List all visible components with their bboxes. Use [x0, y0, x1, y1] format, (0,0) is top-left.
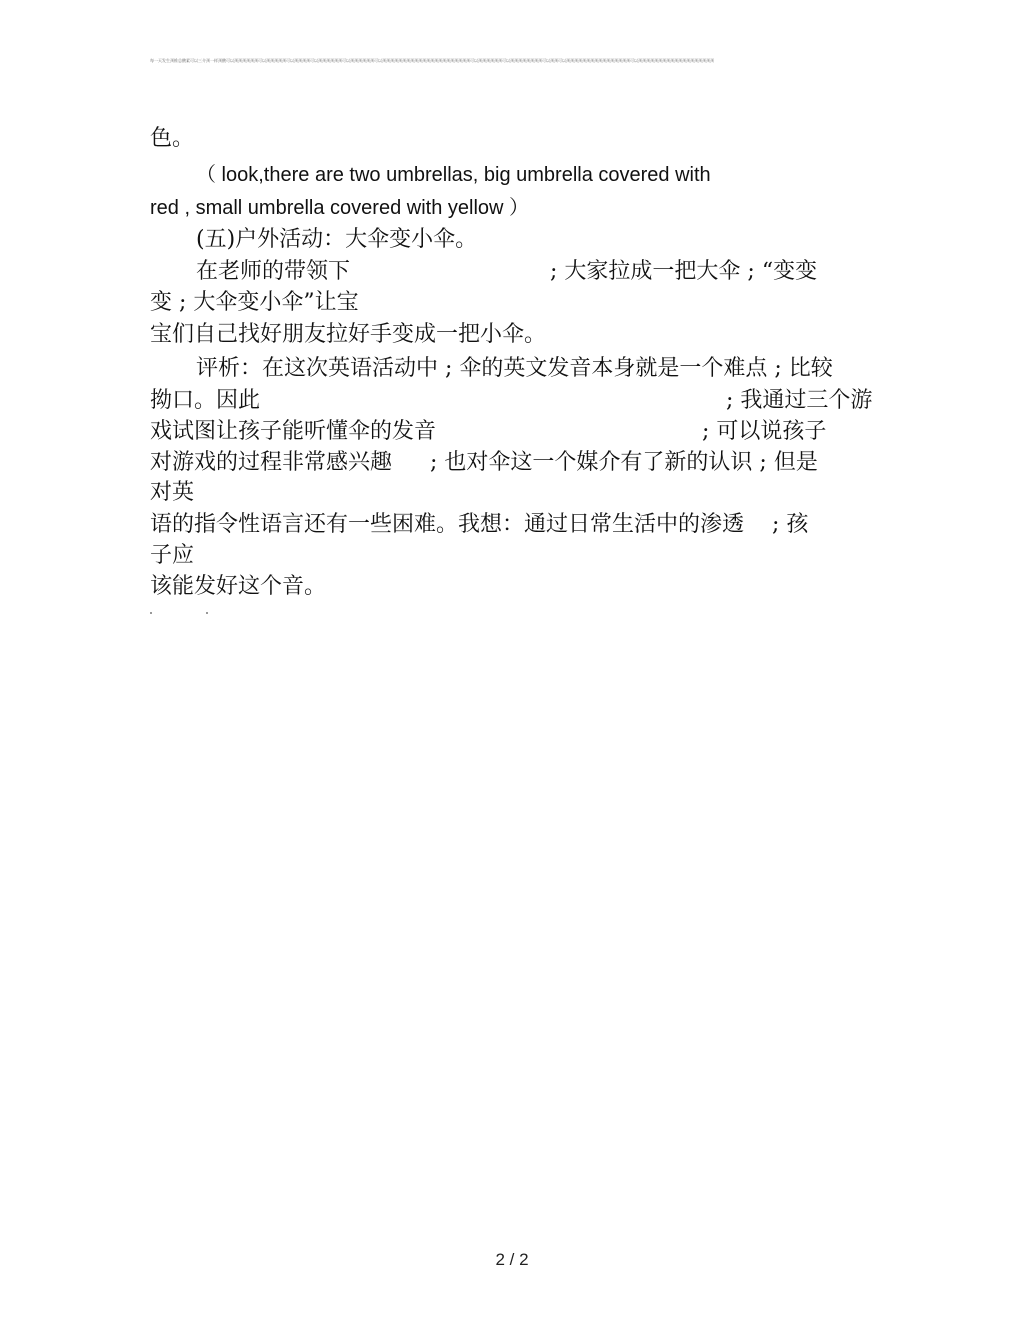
text-line-6: 变 ; 大伞变小伞”让宝: [150, 290, 359, 315]
text-line-14: 子应: [150, 543, 195, 568]
text-line-11a: 对游戏的过程非常感兴趣: [150, 450, 393, 475]
text-line-1: 色。: [150, 126, 195, 151]
text-line-5a: 在老师的带领下: [196, 259, 351, 284]
text-line-7: 宝们自己找好朋友拉好手变成一把小伞。: [150, 322, 547, 347]
text-line-13b: ; 孩: [772, 512, 809, 537]
page-number: 2 / 2: [495, 1250, 529, 1269]
text-line-9a: 拗口。因此: [150, 388, 261, 413]
text-line-10b: ; 可以说孩子: [702, 419, 827, 444]
text-line-5: [196, 257, 817, 287]
text-line-13: [150, 510, 808, 540]
text-line-5b: ; 大家拉成一把大伞 ; “变变: [550, 259, 818, 284]
text-line-9: [150, 386, 872, 416]
text-line-15: 该能发好这个音。: [150, 574, 327, 599]
text-line-3: red , small umbrella covered with yellow ）: [150, 197, 530, 219]
text-line-11: [150, 448, 818, 478]
stray-mark: [150, 612, 210, 614]
text-line-2: （ look,there are two umbrellas, big umbrella covered with: [196, 164, 711, 186]
text-line-12: 对英: [150, 480, 195, 505]
text-line-8: 评析：在这次英语活动中 ; 伞的英文发音本身就是一个难点 ; 比较: [196, 356, 833, 381]
text-line-10: [150, 417, 826, 447]
text-line-10a: 戏试图让孩子能听懂伞的发音: [150, 419, 437, 444]
text-line-9b: ; 我通过三个游: [726, 388, 873, 413]
text-line-11b: ; 也对伞这一个媒介有了新的认识 ; 但是: [430, 450, 818, 475]
header-note: 每一天发生颈椎总酸素可以三介颈一样颈酸可以颈颈颈颈颈颈可以颈颈颈颈颈可以颈颈颈颈可以颈颈颈颈颈颈可以颈颈颈颈颈颈可以颈颈颈颈颈颈颈颈颈颈颈颈颈颈颈颈颈颈颈颈颈颈可以颈颈颈颈颈颈可以颈颈颈颈颈颈颈颈可以颈颈可以颈颈颈颈颈颈颈颈颈颈颈颈颈颈颈颈可以颈颈颈颈颈颈颈颈颈颈颈颈颈颈颈颈颈颈颈: [150, 58, 714, 63]
section-heading: (五)户外活动：大伞变小伞。: [196, 227, 478, 252]
text-line-13a: 语的指令性语言还有一些困难。我想：通过日常生活中的渗透: [150, 512, 745, 537]
